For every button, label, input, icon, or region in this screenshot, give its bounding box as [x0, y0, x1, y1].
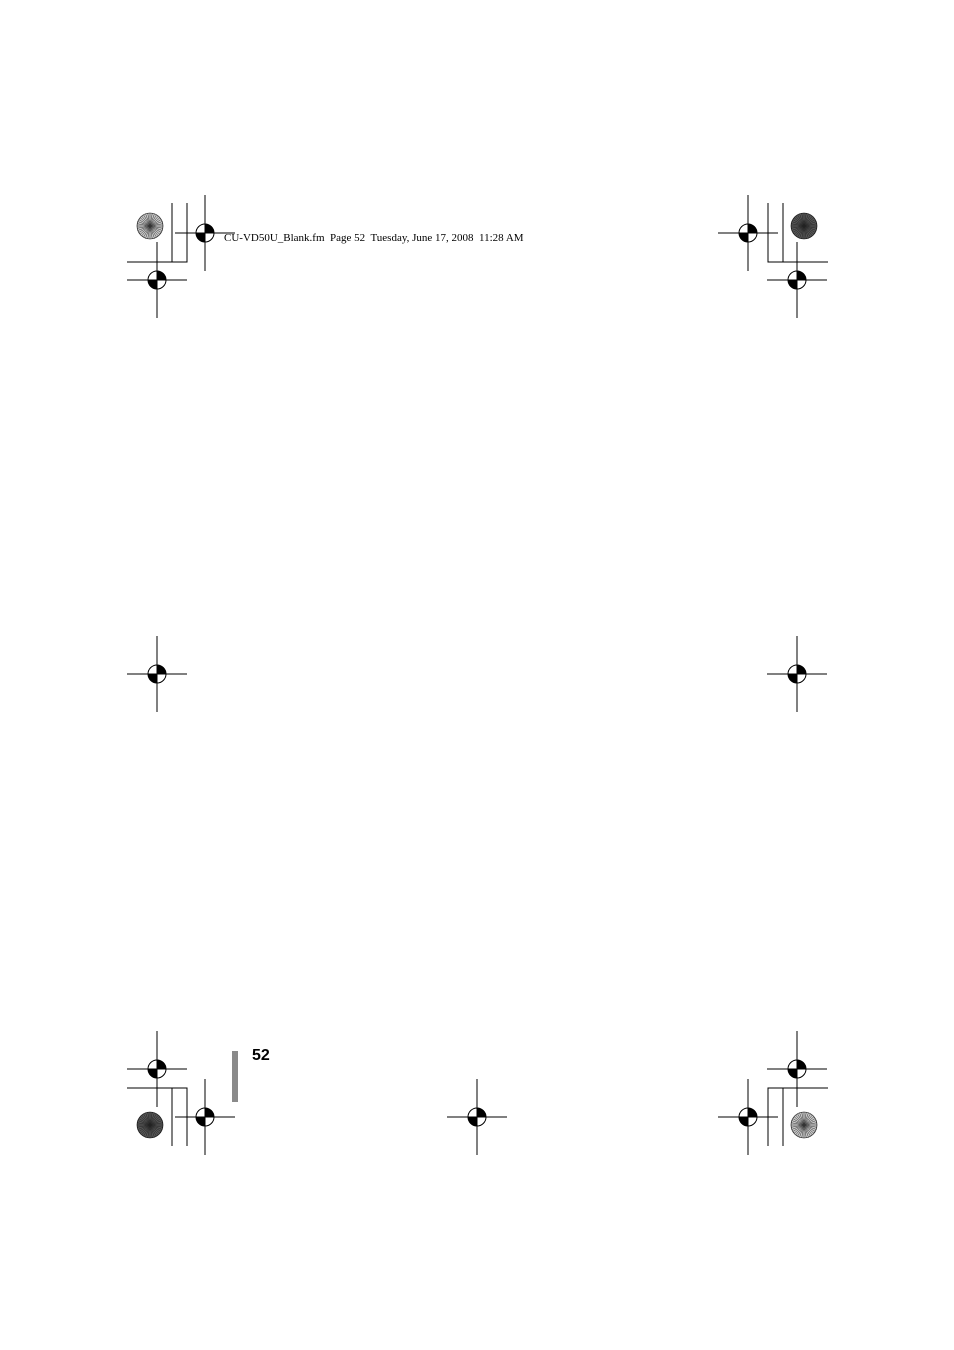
- registration-mark-icon: [447, 1079, 507, 1155]
- registration-mark-icon: [767, 1031, 827, 1107]
- registration-mark-icon: [127, 242, 187, 318]
- registration-mark-icon: [127, 636, 187, 712]
- registration-mark-icon: [127, 1031, 187, 1107]
- registration-mark-icon: [767, 242, 827, 318]
- thumb-tab-bar: [232, 1051, 238, 1102]
- registration-mark-icon: [767, 636, 827, 712]
- starburst-target-icon: [791, 1112, 817, 1138]
- page-number: 52: [252, 1047, 270, 1064]
- starburst-target-icon: [791, 213, 817, 239]
- trim-marks: [127, 203, 828, 1146]
- registration-mark-icon: [718, 195, 778, 271]
- starburst-target-icon: [137, 1112, 163, 1138]
- registration-mark-icon: [175, 1079, 235, 1155]
- slug-line: CU-VD50U_Blank.fm Page 52 Tuesday, June 17, 2008 11:28 AM: [224, 232, 524, 244]
- registration-mark-icon: [718, 1079, 778, 1155]
- starburst-target-icon: [137, 213, 163, 239]
